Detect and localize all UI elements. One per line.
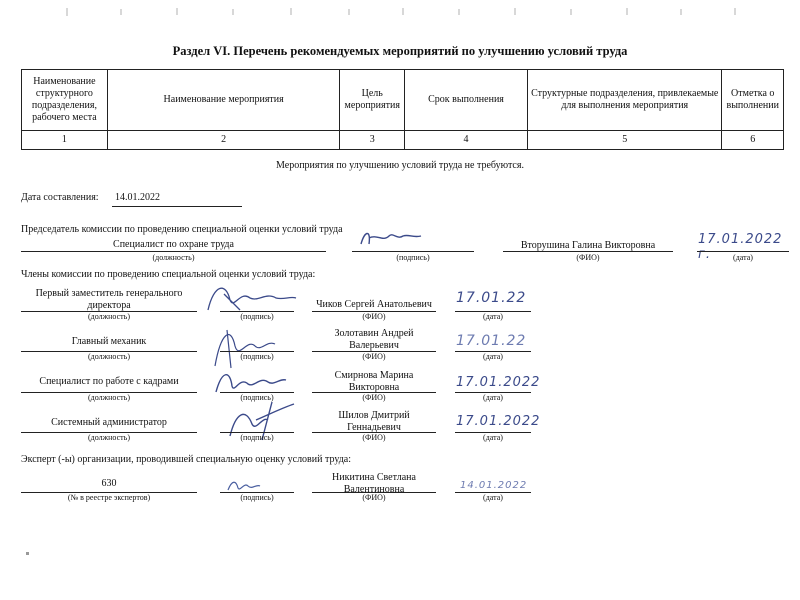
expert-fio: Никитина Светлана Валентиновна [332,472,416,495]
chairman-signature-caption: (подпись) [396,253,430,262]
member-1-position-caption: (должность) [88,312,130,321]
member-2-date: 17.01.22 [456,333,527,349]
member-3-position: Специалист по работе с кадрами [39,376,179,387]
expert-registry-number: 630 [101,478,117,489]
scan-dot [26,552,29,555]
compiled-label: Дата составления: [21,192,99,203]
compiled-date: 14.01.2022 [115,192,160,203]
no-measures-note: Мероприятия по улучшению условий труда не требуются. [276,160,524,171]
section-title: Раздел VI. Перечень рекомендуемых мероприятий по улучшению условий труда [172,44,628,58]
member-1-fio-caption: (ФИО) [362,312,386,321]
chairman-position: Специалист по охране труда [113,239,234,250]
col-header-workplace: Наименование структурного подразделения, рабочего места [22,70,108,131]
chairman-position-caption: (должность) [152,253,195,262]
chairman-signature-icon [355,226,435,252]
expert-date-caption: (дата) [483,493,503,502]
member-4-fio-caption: (ФИО) [362,433,386,442]
expert-signature-caption: (подпись) [240,493,274,502]
member-4-date: 17.01.2022 [456,414,541,429]
member-1-date-caption: (дата) [483,312,503,321]
member-3-signature-caption: (подпись) [240,393,274,402]
column-number: 6 [722,131,784,150]
measures-table [21,69,784,150]
col-header-measure: Наименование мероприятия [107,70,340,131]
chairman-date-caption: (дата) [733,253,753,262]
members-heading: Члены комиссии по проведению специальной оценки условий труда: [21,269,316,280]
table-row [22,131,784,150]
member-2-position-caption: (должность) [88,352,130,361]
chairman-heading: Председатель комиссии по проведению специальной оценки условий труда [21,224,343,235]
col-header-completion: Отметка о выполнении [722,70,784,131]
chairman-date: 17.01.2022 г. [698,232,783,262]
scan-artifacts [0,0,800,22]
column-number: 3 [340,131,405,150]
expert-fio-caption: (ФИО) [362,493,386,502]
chairman-signature-line [352,251,474,252]
member-4-position: Системный администратор [51,417,167,428]
member-4-position-caption: (должность) [88,433,130,442]
member-3-fio-caption: (ФИО) [362,393,386,402]
table-header-row [22,70,784,131]
chairman-date-line [697,251,789,252]
col-header-departments: Структурные подразделения, привлекаемые для выполнения мероприятия [528,70,722,131]
member-4-signature-caption: (подпись) [240,433,274,442]
member-3-position-caption: (должность) [88,393,130,402]
member-2-signature-caption: (подпись) [240,352,274,361]
expert-heading: Эксперт (-ы) организации, проводившей специальную оценку условий труда: [21,454,352,465]
member-3-fio: Смирнова Марина Викторовна [334,370,414,393]
chairman-fio: Вторушина Галина Викторовна [520,240,656,251]
col-header-goal: Цель мероприятия [340,70,405,131]
col-header-deadline: Срок выполнения [405,70,528,131]
member-2-fio: Золотавин Андрей Валерьевич [334,328,414,351]
member-1-date: 17.01.22 [456,290,527,306]
member-2-date-caption: (дата) [483,352,503,361]
member-1-position: Первый заместитель генерального директора [35,288,183,311]
member-3-date-caption: (дата) [483,393,503,402]
expert-date: 14.01.2022 [460,480,528,491]
column-number: 1 [22,131,108,150]
member-4-date-caption: (дата) [483,433,503,442]
chairman-position-line [21,251,326,252]
member-2-position: Главный механик [71,336,147,347]
chairman-fio-caption: (ФИО) [576,253,600,262]
compiled-date-line [112,206,242,207]
chairman-fio-line [503,251,673,252]
member-3-date: 17.01.2022 [456,375,541,390]
member-1-fio: Чиков Сергей Анатольевич [316,299,432,310]
expert-registry-caption: (№ в реестре экспертов) [67,493,151,502]
column-number: 2 [107,131,340,150]
column-number: 4 [405,131,528,150]
member-4-fio: Шилов Дмитрий Геннадьевич [338,410,410,433]
member-1-signature-caption: (подпись) [240,312,274,321]
column-number: 5 [528,131,722,150]
member-2-fio-caption: (ФИО) [362,352,386,361]
